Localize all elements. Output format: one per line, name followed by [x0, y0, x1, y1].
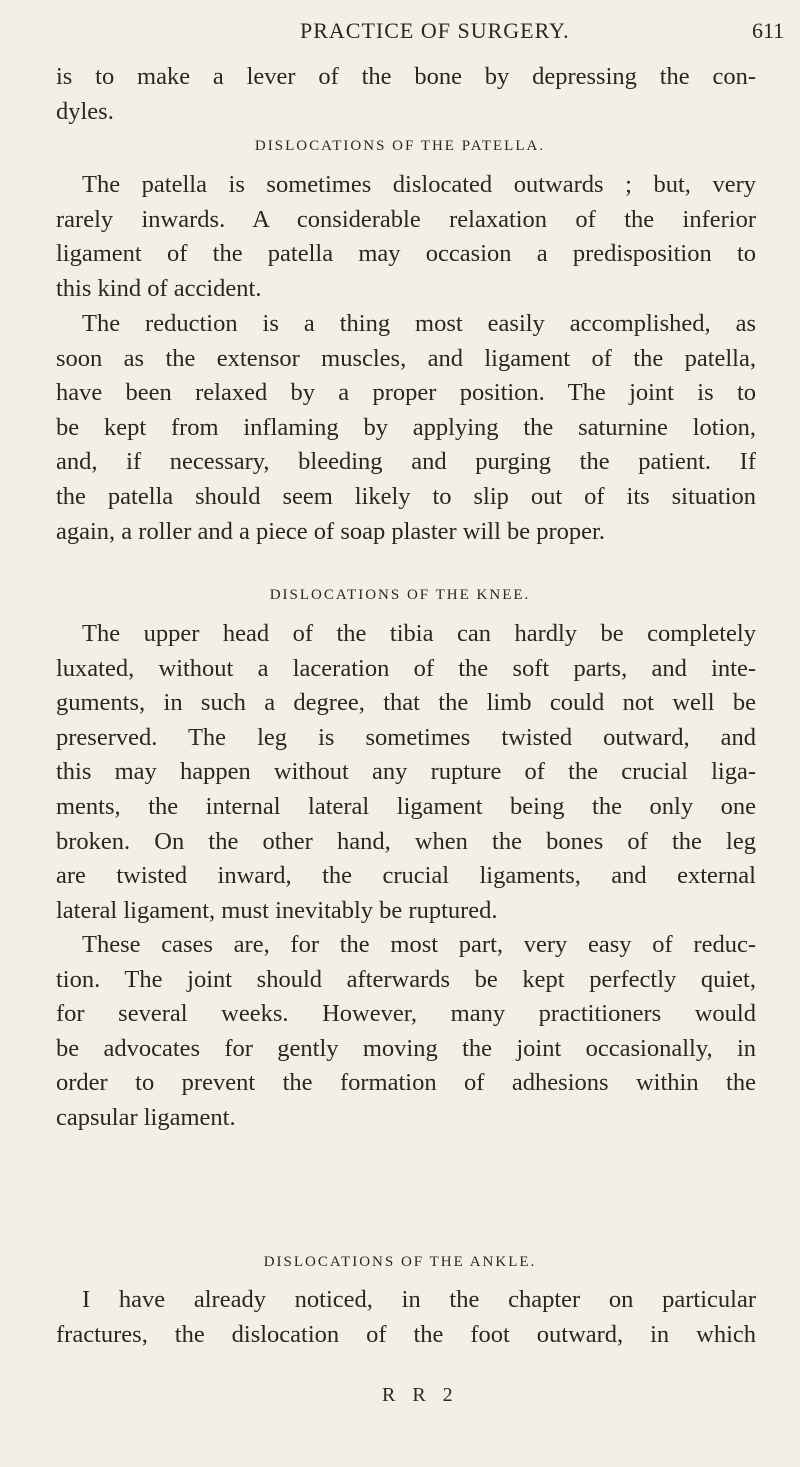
section-heading-ankle: DISLOCATIONS OF THE ANKLE. — [263, 1254, 537, 1270]
patella-paragraph-2 — [56, 307, 756, 549]
text-line: is to make a lever of the bone by depressing the con- — [56, 63, 756, 90]
text-line: rarely inwards. A considerable relaxation of the inferior — [56, 205, 756, 233]
section-heading-knee: DISLOCATIONS OF THE KNEE. — [269, 587, 531, 603]
text-line: I have already noticed, in the chapter on particular — [82, 1286, 756, 1313]
text-line: and, if necessary, bleeding and purging the patient. If — [56, 448, 756, 476]
text-line: order to prevent the formation of adhesions within the — [56, 1069, 756, 1097]
text-line: fractures, the dislocation of the foot outward, in which — [56, 1320, 756, 1348]
ankle-paragraph-1 — [56, 1283, 756, 1352]
text-line: The patella is sometimes dislocated outwards ; but, very — [82, 171, 756, 198]
text-line: capsular ligament. — [56, 1103, 236, 1131]
text-line: again, a roller and a piece of soap plaster will be proper. — [56, 517, 605, 545]
text-line: be advocates for gently moving the joint occasionally, in — [56, 1034, 756, 1062]
section-heading-patella: DISLOCATIONS OF THE PATELLA. — [254, 138, 546, 154]
text-line: broken. On the other hand, when the bones of the leg — [56, 827, 756, 855]
text-line: guments, in such a degree, that the limb could not well be — [56, 689, 756, 717]
text-line: for several weeks. However, many practitioners would — [56, 1000, 756, 1028]
text-line: dyles. — [56, 97, 114, 125]
knee-paragraph-2 — [56, 928, 756, 1136]
text-line: this may happen without any rupture of the crucial liga- — [56, 758, 756, 786]
text-line: this kind of accident. — [56, 274, 262, 302]
text-line: The upper head of the tibia can hardly be completely — [82, 620, 756, 647]
signature-mark: R R 2 — [382, 1384, 459, 1406]
text-line: are twisted inward, the crucial ligaments, and external — [56, 862, 756, 890]
text-line: preserved. The leg is sometimes twisted outward, and — [56, 723, 756, 751]
running-head — [0, 14, 800, 48]
knee-paragraph-1 — [56, 617, 756, 928]
text-line: ligament of the patella may occasion a predisposition to — [56, 240, 756, 268]
text-line: These cases are, for the most part, very easy of reduc- — [82, 931, 756, 958]
page-number: 611 — [752, 18, 785, 43]
running-head-title: PRACTICE OF SURGERY. — [300, 18, 570, 43]
text-line: luxated, without a laceration of the soft parts, and inte- — [56, 654, 756, 682]
text-line: soon as the extensor muscles, and ligament of the patella, — [56, 344, 756, 372]
text-line: ments, the internal lateral ligament being the only one — [56, 792, 756, 820]
text-line: be kept from inflaming by applying the saturnine lotion, — [56, 413, 756, 441]
text-line: have been relaxed by a proper position. The joint is to — [56, 379, 756, 407]
text-line: The reduction is a thing most easily accomplished, as — [82, 310, 756, 337]
text-line: tion. The joint should afterwards be kept perfectly quiet, — [56, 965, 756, 993]
patella-paragraph-1 — [56, 168, 756, 306]
text-line: the patella should seem likely to slip out of its situation — [56, 482, 756, 510]
text-line: lateral ligament, must inevitably be ruptured. — [56, 896, 498, 924]
intro-paragraph — [56, 60, 756, 129]
